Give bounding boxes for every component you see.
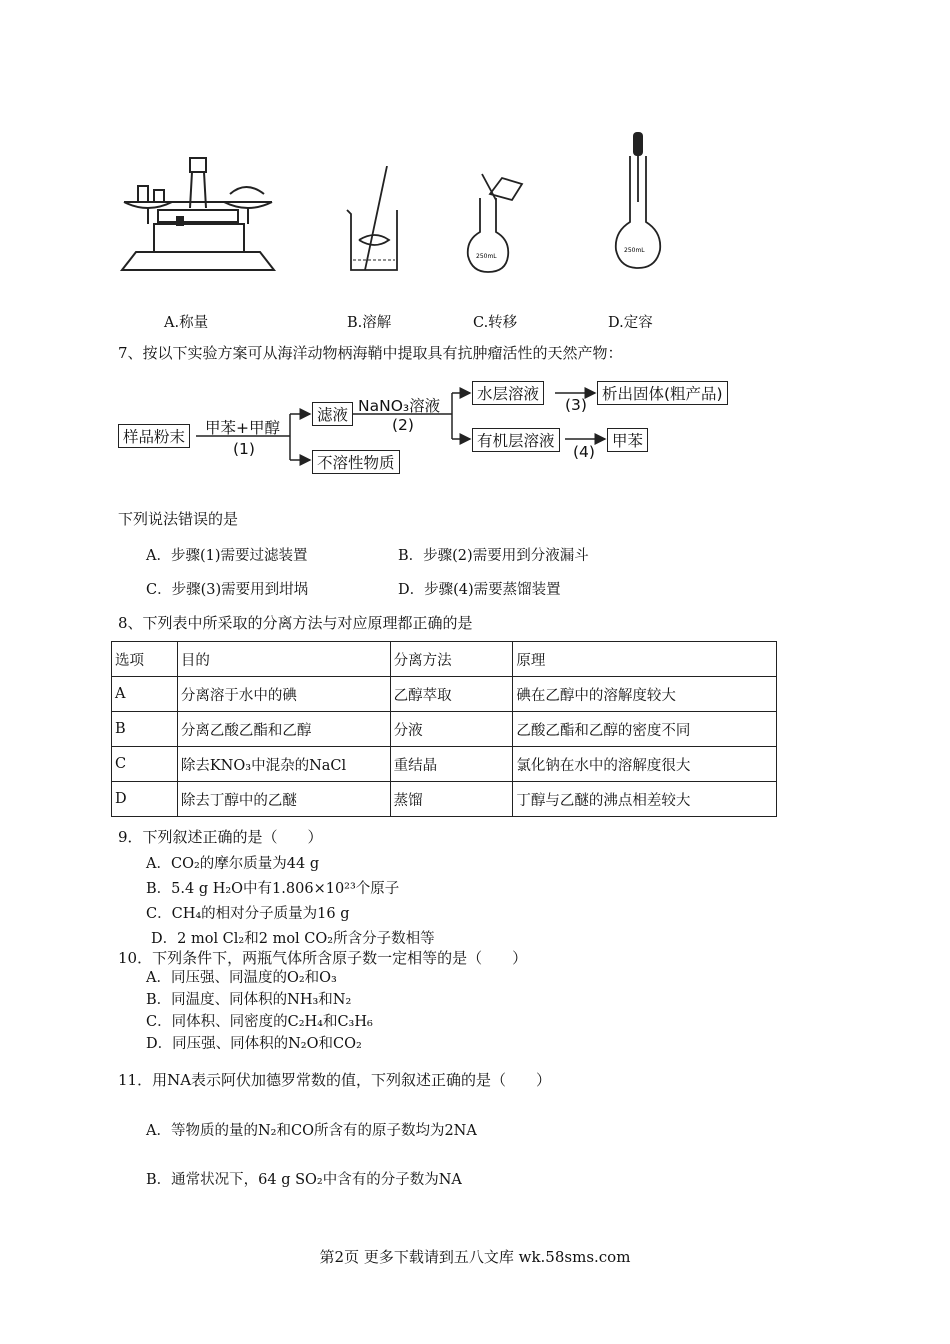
q9-stem: 9．下列叙述正确的是（ ） bbox=[118, 828, 323, 846]
flow-sample: 样品粉末 bbox=[118, 424, 190, 448]
table-row bbox=[112, 747, 777, 782]
table-row bbox=[112, 677, 777, 712]
cell-method: 乙醇萃取 bbox=[390, 677, 513, 712]
cell-method: 分液 bbox=[390, 712, 513, 747]
cell-method: 重结晶 bbox=[390, 747, 513, 782]
flow-reagent1: 甲苯+甲醇 bbox=[205, 419, 280, 437]
flask-label-c: 250mL bbox=[476, 253, 497, 260]
q9-option-a: A．CO₂的摩尔质量为44 g bbox=[146, 856, 320, 872]
q7-prompt: 下列说法错误的是 bbox=[118, 510, 239, 528]
flow-insoluble: 不溶性物质 bbox=[312, 450, 400, 474]
q11-stem: 11．用NA表示阿伏加德罗常数的值，下列叙述正确的是（ ） bbox=[118, 1071, 552, 1089]
flow-aqueous: 水层溶液 bbox=[472, 381, 544, 405]
header-purpose: 目的 bbox=[177, 642, 390, 677]
cell-method: 蒸馏 bbox=[390, 782, 513, 817]
caption-c: C.转移 bbox=[473, 315, 518, 331]
q10-option-b: B．同温度、同体积的NH₃和N₂ bbox=[146, 992, 352, 1008]
header-option: 选项 bbox=[112, 642, 178, 677]
cell-principle: 乙酸乙酯和乙醇的密度不同 bbox=[513, 712, 777, 747]
flow-toluene: 甲苯 bbox=[607, 428, 648, 452]
cell-purpose: 除去丁醇中的乙醚 bbox=[177, 782, 390, 817]
cell-principle: 碘在乙醇中的溶解度较大 bbox=[513, 677, 777, 712]
cell-option: D bbox=[112, 782, 178, 817]
table-row bbox=[112, 782, 777, 817]
q10-option-d: D．同压强、同体积的N₂O和CO₂ bbox=[146, 1036, 362, 1052]
cell-option: B bbox=[112, 712, 178, 747]
flow-reagent2: NaNO₃溶液 bbox=[358, 397, 441, 415]
q9-option-d: D．2 mol Cl₂和2 mol CO₂所含分子数相等 bbox=[151, 931, 435, 947]
q7-option-d: D．步骤(4)需要蒸馏装置 bbox=[398, 582, 561, 598]
caption-d: D.定容 bbox=[608, 315, 653, 331]
cell-purpose: 除去KNO₃中混杂的NaCl bbox=[177, 747, 390, 782]
cell-option: C bbox=[112, 747, 178, 782]
separation-table bbox=[111, 641, 777, 817]
header-principle: 原理 bbox=[513, 642, 777, 677]
header-method: 分离方法 bbox=[390, 642, 513, 677]
caption-a: A.称量 bbox=[164, 315, 209, 331]
q8-stem: 8、下列表中所采取的分离方法与对应原理都正确的是 bbox=[118, 614, 473, 632]
q10-option-a: A．同压强、同温度的O₂和O₃ bbox=[146, 970, 337, 986]
table-header-row bbox=[112, 642, 777, 677]
q7-option-c: C．步骤(3)需要用到坩埚 bbox=[146, 582, 309, 598]
flow-solid: 析出固体(粗产品) bbox=[597, 381, 728, 405]
flow-filtrate: 滤液 bbox=[312, 402, 353, 426]
q9-option-b: B．5.4 g H₂O中有1.806×10²³个原子 bbox=[146, 881, 400, 897]
q10-option-c: C．同体积、同密度的C₂H₄和C₃H₆ bbox=[146, 1014, 373, 1030]
q7-option-b: B．步骤(2)需要用到分液漏斗 bbox=[398, 548, 589, 564]
cell-principle: 丁醇与乙醚的沸点相差较大 bbox=[513, 782, 777, 817]
cell-purpose: 分离溶于水中的碘 bbox=[177, 677, 390, 712]
q7-option-a: A．步骤(1)需要过滤装置 bbox=[146, 548, 308, 564]
caption-b: B.溶解 bbox=[347, 315, 392, 331]
flow-organic: 有机层溶液 bbox=[472, 428, 560, 452]
q11-option-a: A．等物质的量的N₂和CO所含有的原子数均为2NA bbox=[146, 1123, 477, 1139]
q10-stem: 10．下列条件下，两瓶气体所含原子数一定相等的是（ ） bbox=[118, 949, 528, 967]
q11-option-b: B．通常状况下，64 g SO₂中含有的分子数为NA bbox=[146, 1172, 462, 1188]
q7-stem: 7、按以下实验方案可从海洋动物柄海鞘中提取具有抗肿瘤活性的天然产物： bbox=[118, 344, 623, 362]
cell-purpose: 分离乙酸乙酯和乙醇 bbox=[177, 712, 390, 747]
page-footer: 第2页 更多下载请到五八文库 wk.58sms.com bbox=[319, 1248, 631, 1266]
flow-step2: (2) bbox=[392, 416, 414, 434]
q9-option-c: C．CH₄的相对分子质量为16 g bbox=[146, 906, 350, 922]
cell-option: A bbox=[112, 677, 178, 712]
flow-step3: (3) bbox=[565, 396, 587, 414]
flow-step4: (4) bbox=[573, 443, 595, 461]
flow-step1: (1) bbox=[233, 440, 255, 458]
flask-label-d: 250mL bbox=[624, 247, 645, 254]
cell-principle: 氯化钠在水中的溶解度很大 bbox=[513, 747, 777, 782]
table-row bbox=[112, 712, 777, 747]
